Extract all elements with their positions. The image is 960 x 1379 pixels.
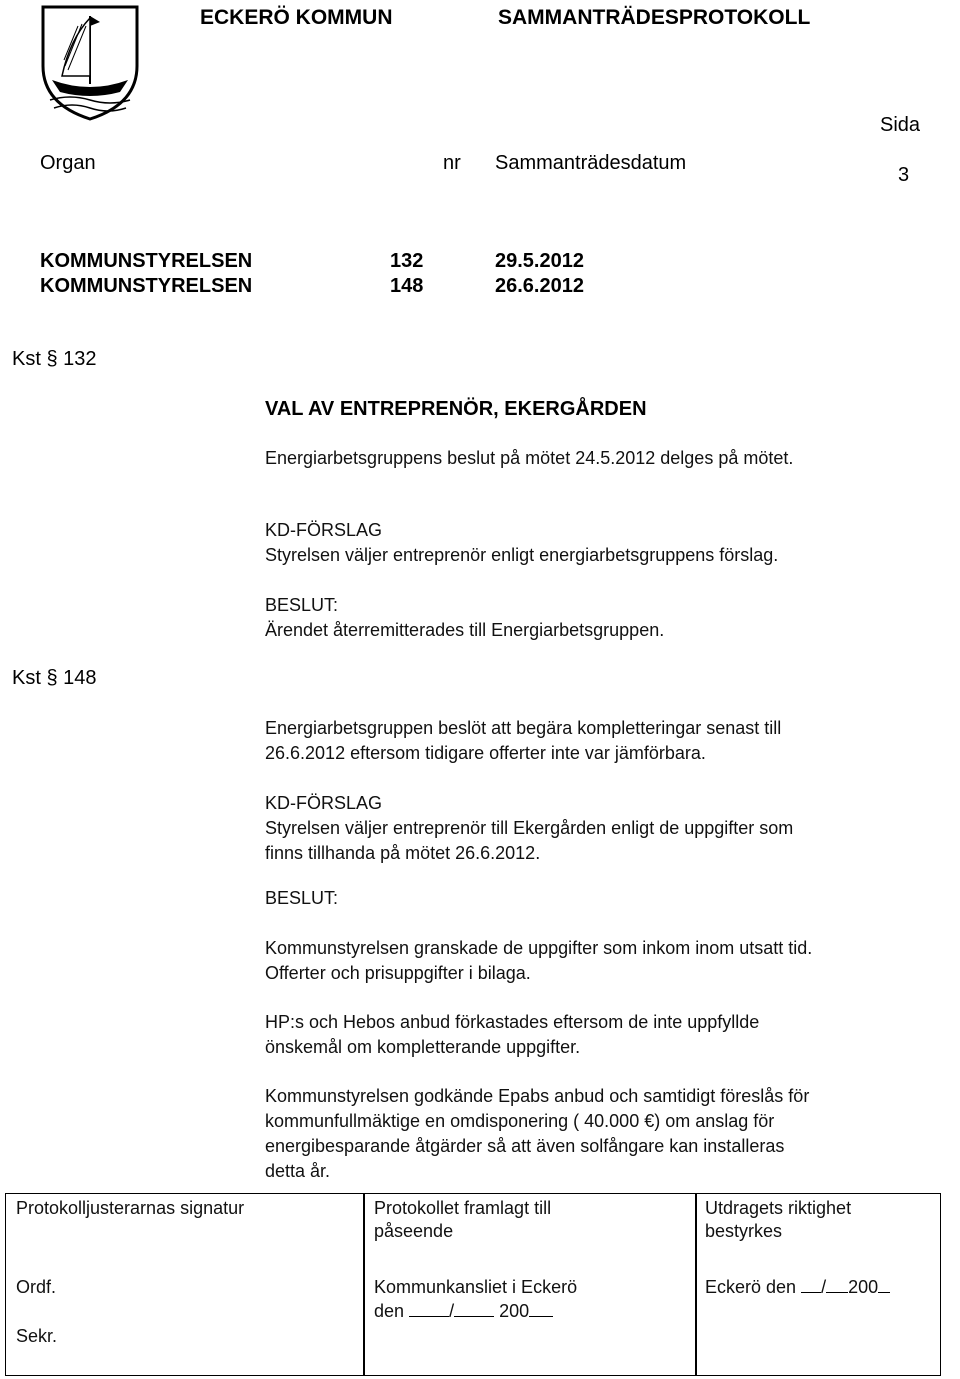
certified-place: Eckerö den: [705, 1277, 797, 1297]
beslut-heading: BESLUT:: [265, 595, 339, 615]
posted-date-line: [374, 1299, 553, 1324]
footer-col-posted: [374, 1194, 694, 1375]
section-ref-132: Kst § 132: [12, 348, 97, 370]
meeting-organ: KOMMUNSTYRELSEN: [40, 250, 253, 272]
section-intro-line: 26.6.2012 eftersom tidigare offerter inte var jämförbara.: [265, 743, 706, 763]
meeting-date: 26.6.2012: [495, 275, 584, 297]
year-blank[interactable]: [878, 1275, 890, 1293]
beslut-paragraph-line: kommunfullmäktige en omdisponering ( 40.000 €) om anslag för: [265, 1111, 775, 1131]
footer-divider: [363, 1194, 365, 1375]
date-slash: /: [821, 1277, 827, 1297]
beslut-paragraph-line: energibesparande åtgärder så att även solfångare kan installeras: [265, 1136, 785, 1156]
beslut-text: Ärendet återremitterades till Energiarbetsgruppen.: [265, 620, 665, 640]
month-blank[interactable]: [826, 1275, 848, 1293]
section-title: VAL AV ENTREPRENÖR, EKERGÅRDEN: [265, 398, 647, 420]
signature-footer: [5, 1193, 941, 1376]
year-prefix: 200: [848, 1277, 879, 1297]
meeting-date: 29.5.2012: [495, 250, 584, 272]
signatures-title: Protokolljusterarnas signatur: [16, 1198, 245, 1218]
posted-office: Kommunkansliet i Eckerö: [374, 1277, 578, 1297]
section-ref-148: Kst § 148: [12, 667, 97, 689]
posted-title-line: påseende: [374, 1221, 454, 1241]
kd-text-line: finns tillhanda på mötet 26.6.2012.: [265, 843, 541, 863]
date-slash: /: [449, 1301, 455, 1321]
municipality-name: ECKERÖ KOMMUN: [200, 6, 393, 29]
meeting-nr: 132: [390, 250, 424, 272]
beslut-paragraph-line: HP:s och Hebos anbud förkastades eftersom de inte uppfyllde: [265, 1012, 760, 1032]
year-prefix: 200: [499, 1301, 530, 1321]
page-number: 3: [898, 164, 910, 186]
kd-heading: KD-FÖRSLAG: [265, 520, 383, 540]
footer-col-certified: [705, 1194, 935, 1375]
beslut-heading: BESLUT:: [265, 888, 339, 908]
column-label-date: Sammanträdesdatum: [495, 152, 687, 174]
column-label-organ: Organ: [40, 152, 96, 174]
day-blank[interactable]: [801, 1275, 821, 1293]
coat-of-arms-logo: [40, 4, 140, 122]
section-intro-line: Energiarbetsgruppen beslöt att begära kompletteringar senast till: [265, 718, 782, 738]
beslut-paragraph-line: Kommunstyrelsen granskade de uppgifter som inkom inom utsatt tid.: [265, 938, 813, 958]
kd-heading: KD-FÖRSLAG: [265, 793, 383, 813]
footer-divider: [695, 1194, 697, 1375]
column-label-nr: nr: [443, 152, 461, 174]
beslut-paragraph-line: Offerter och prisuppgifter i bilaga.: [265, 963, 531, 983]
beslut-paragraph-line: önskemål om kompletterande uppgifter.: [265, 1037, 581, 1057]
ordf-label: Ordf.: [16, 1277, 57, 1297]
kd-text: Styrelsen väljer entreprenör enligt energiarbetsgruppens förslag.: [265, 545, 779, 565]
meeting-organ: KOMMUNSTYRELSEN: [40, 275, 253, 297]
month-blank[interactable]: [454, 1299, 494, 1317]
certified-title-line: Utdragets riktighet: [705, 1198, 852, 1218]
posted-den-label: den: [374, 1301, 405, 1321]
certified-date-line: [705, 1275, 890, 1300]
kd-text-line: Styrelsen väljer entreprenör till Ekergården enligt de uppgifter som: [265, 818, 794, 838]
sekr-label: Sekr.: [16, 1326, 58, 1346]
year-blank[interactable]: [529, 1299, 553, 1317]
meeting-nr: 148: [390, 275, 424, 297]
beslut-paragraph-line: Kommunstyrelsen godkände Epabs anbud och samtidigt föreslås för: [265, 1086, 810, 1106]
posted-title-line: Protokollet framlagt till: [374, 1198, 552, 1218]
day-blank[interactable]: [409, 1299, 449, 1317]
certified-title-line: bestyrkes: [705, 1221, 783, 1241]
beslut-paragraph-line: detta år.: [265, 1161, 331, 1181]
page-label: Sida: [880, 114, 921, 136]
document-type: SAMMANTRÄDESPROTOKOLL: [498, 6, 811, 29]
footer-col-signatures: [16, 1194, 356, 1375]
section-intro: Energiarbetsgruppens beslut på mötet 24.5.2012 delges på mötet.: [265, 448, 794, 468]
